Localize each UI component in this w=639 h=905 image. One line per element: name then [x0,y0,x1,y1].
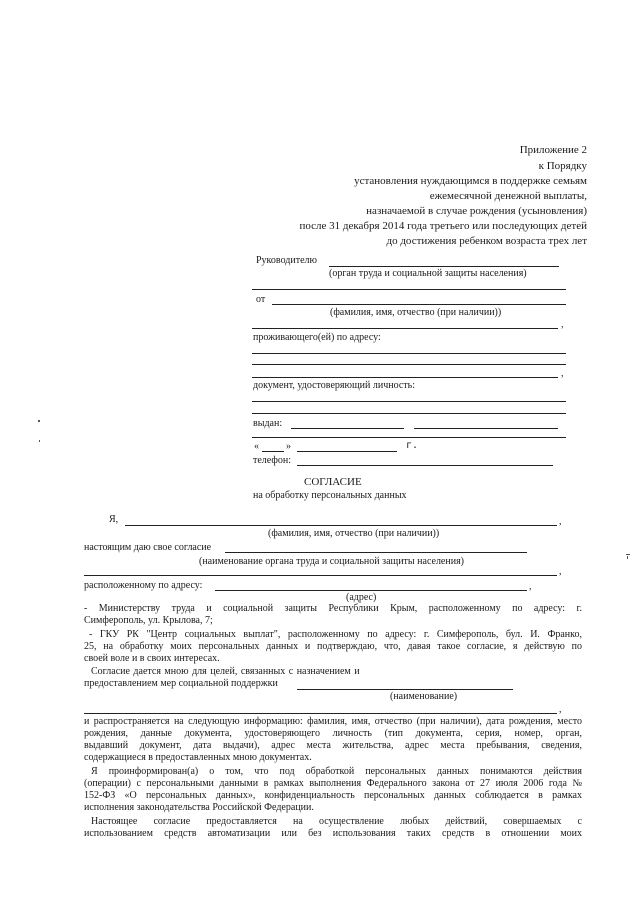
comma: , [559,516,562,527]
info-line-1: и распространяется на следующую информацию: фамилия, имя, отчество (при наличии), дата рождения, место [84,716,582,727]
year-suffix: г. [406,441,419,452]
full-name-field[interactable] [125,525,557,526]
informed-line-1: Я проинформирован(а) о том, что под обработкой персональных данных понимаются действия [91,766,582,777]
phone-label: телефон: [253,455,291,466]
located-label: расположенному по адресу: [84,580,203,591]
id-doc-field-line-2[interactable] [252,413,566,414]
support-measure-caption: (наименование) [390,691,458,702]
support-measure-field-2[interactable] [84,713,557,714]
header-line-4: ежемесячной денежной выплаты, [429,190,587,202]
document-title: СОГЛАСИЕ [304,476,362,488]
appendix-number: Приложение 2 [519,144,587,156]
scan-speck [38,420,40,422]
header-line-2: к Порядку [538,160,587,172]
id-doc-field-line-1[interactable] [252,401,566,402]
purpose-line-2: предоставлением мер социальной поддержки [84,678,278,689]
authority-caption: (наименование органа труда и социальной защиты населения) [199,556,464,567]
ministry-item-line-1: - Министерству труда и социальной защиты Республики Крым, расположенному по адресу: г. [84,603,582,614]
head-label: Руководителю [256,255,317,266]
comma: , [529,581,532,592]
authority-field-2[interactable] [84,575,557,576]
comma: , [559,704,562,715]
authority-field[interactable] [225,552,527,553]
head-field-line-2[interactable] [252,289,566,290]
ministry-item-line-2: Симферополь, ул. Крылова, 7; [84,615,213,626]
gku-item-line-1: - ГКУ РК "Центр социальных выплат", расположенному по адресу: г. Симферополь, бул. И. Франко, [89,629,582,640]
present-line-2: использованием средств автоматизации или без использования таких средств в отношении моих [84,828,582,839]
from-field-line-2[interactable] [252,328,558,329]
date-open-quote: « [254,441,259,452]
issued-field-line-3[interactable] [252,437,566,438]
info-line-3: выдавший документ, дата выдачи), адрес места жительства, адрес места пребывания, сведения, [84,740,582,751]
consent-label: настоящим даю свое согласие [84,542,212,553]
phone-field-line[interactable] [297,465,553,466]
informed-line-3: 152-ФЗ «О персональных данных», конфиденциальность персональных данных соблюдается в рамках [84,790,582,801]
informed-line-4: исполнения законодательства Российской Федерации. [84,802,314,813]
scan-speck [39,440,40,442]
gku-item-line-2: 25, на обработку моих персональных данных и подтверждаю, что, давая такое согласие, я действую по [84,641,582,652]
header-line-3: установления нуждающимся в поддержке семьям [354,175,587,187]
address-field[interactable] [215,590,527,591]
info-line-4: содержащиеся в предоставленных мною документах. [84,752,312,763]
header-line-5: назначаемой в случае рождения (усыновления) [366,205,587,217]
residing-field-line-1[interactable] [252,353,566,354]
date-month-field[interactable] [297,451,397,452]
from-field-line[interactable] [272,304,566,305]
date-day-field[interactable] [262,451,284,452]
id-doc-label: документ, удостоверяющий личность: [253,380,415,391]
issued-field-line-2[interactable] [414,428,558,429]
gku-item-line-3: своей воле и в своих интересах. [84,653,220,664]
present-line-1: Настоящее согласие предоставляется на осуществление любых действий, совершаемых с [91,816,582,827]
header-line-6: после 31 декабря 2014 года третьего или последующих детей [299,220,587,232]
residing-field-line-2[interactable] [252,364,566,365]
comma: , [561,319,564,330]
residing-field-line-3[interactable] [252,377,558,378]
address-caption: (адрес) [346,592,377,603]
header-line-7: до достижения ребенком возраста трех лет [386,235,587,247]
support-measure-field[interactable] [297,689,513,690]
scan-speck [626,554,630,555]
from-caption: (фамилия, имя, отчество (при наличии)) [330,307,502,318]
head-field-line[interactable] [329,266,559,267]
from-label: от [256,294,266,305]
comma: , [561,368,564,379]
info-line-2: рождения, данные документа, удостоверяющего личность (тип документа, серия, номер, орган, [84,728,582,739]
issued-label: выдан: [253,418,283,429]
scan-speck [627,556,628,559]
issued-field-line-1[interactable] [291,428,404,429]
head-caption: (орган труда и социальной защиты населения) [329,268,527,279]
document-subtitle: на обработку персональных данных [253,490,407,501]
comma: , [559,566,562,577]
full-name-caption: (фамилия, имя, отчество (при наличии)) [268,528,440,539]
i-label: Я, [109,514,119,525]
informed-line-2: (операции) с персональными данными в рамках выполнения Федерального закона от 27 июля 2006 года № [84,778,582,789]
residing-label: проживающего(ей) по адресу: [253,332,381,343]
date-close-quote: » [286,441,291,452]
purpose-line-1: Согласие дается мною для целей, связанных с назначением и [91,666,360,677]
